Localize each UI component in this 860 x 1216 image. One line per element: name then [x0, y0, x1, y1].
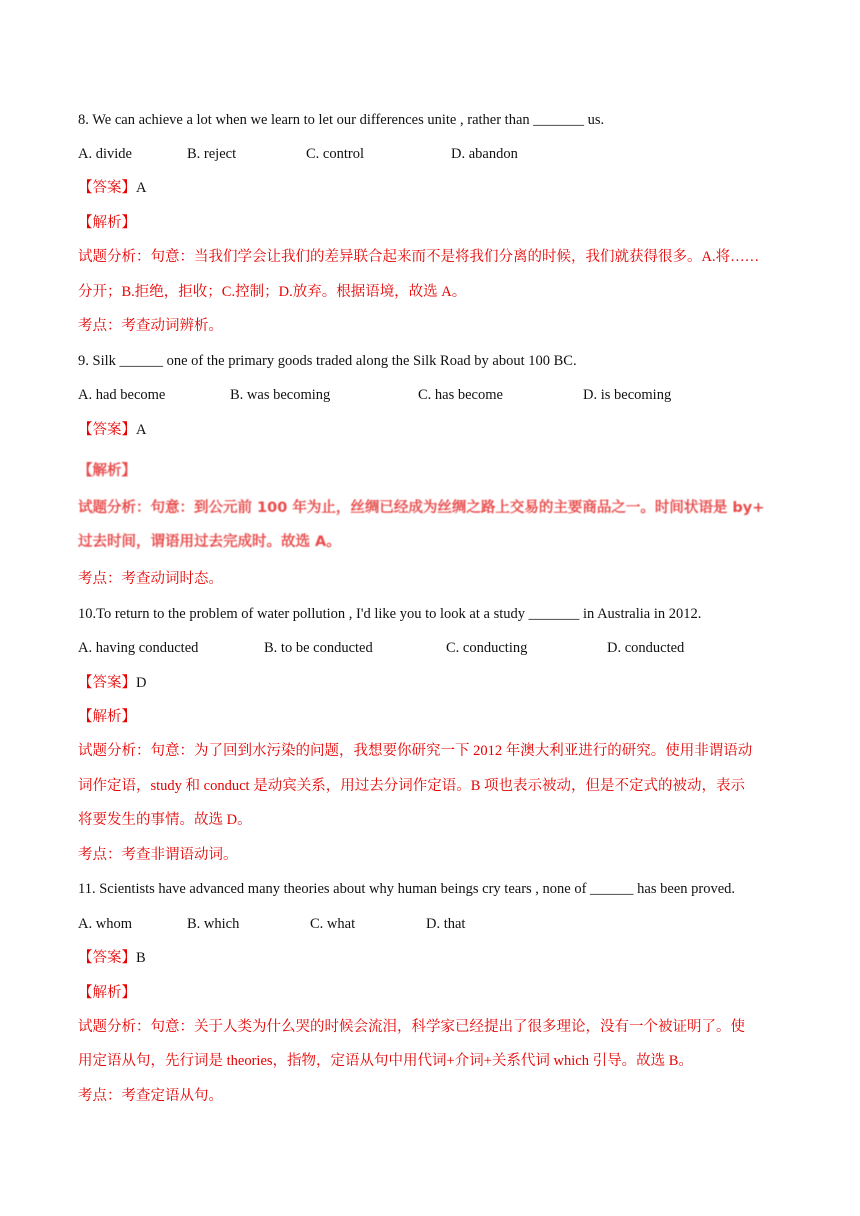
answer-label: 【答案】: [78, 675, 136, 691]
option-c: C. what: [310, 916, 356, 932]
point-8: 考点：考查动词辨析。: [78, 318, 223, 334]
option-b: B. which: [187, 916, 240, 932]
answer-line-8: [78, 178, 146, 198]
answer-line-11: [78, 948, 146, 968]
answer-label: 【答案】: [78, 180, 136, 196]
answer-value: A: [136, 422, 147, 438]
option-a: A. having conducted: [78, 640, 199, 656]
answer-value: D: [136, 675, 147, 691]
question-8-stem: 8. We can achieve a lot when we learn to let our differences unite , rather than _______ us.: [78, 112, 605, 128]
analysis-10-line-1: 试题分析：句意：为了回到水污染的问题，我想要你研究一下 2012 年澳大利亚进行的研究。使用非谓语动: [78, 743, 753, 759]
analysis-9-line-1: 试题分析：句意：到公元前 100 年为止，丝绸已经成为丝绸之路上交易的主要商品之一。时间状语是 by+: [78, 500, 765, 516]
question-9-options: [78, 385, 778, 405]
point-9: 考点：考查动词时态。: [78, 571, 223, 587]
option-d: D. conducted: [607, 640, 685, 656]
option-d: D. that: [426, 916, 466, 932]
option-b: B. was becoming: [230, 387, 331, 403]
option-b: B. to be conducted: [264, 640, 373, 656]
option-c: C. has become: [418, 387, 503, 403]
analysis-label-8: 【解析】: [78, 215, 136, 231]
analysis-8-line-2: 分开；B.拒绝，拒收；C.控制；D.放弃。根据语境，故选 A。: [78, 284, 467, 300]
option-c: C. control: [306, 146, 364, 162]
answer-label: 【答案】: [78, 950, 136, 966]
question-11-options: [78, 914, 778, 934]
point-10: 考点：考查非谓语动词。: [78, 847, 238, 863]
option-c: C. conducting: [446, 640, 528, 656]
answer-line-9: [78, 420, 146, 440]
option-a: A. divide: [78, 146, 132, 162]
question-9-stem: 9. Silk ______ one of the primary goods traded along the Silk Road by about 100 BC.: [78, 353, 577, 369]
analysis-label-9: 【解析】: [78, 463, 136, 479]
point-11: 考点：考查定语从句。: [78, 1088, 223, 1104]
option-b: B. reject: [187, 146, 237, 162]
option-a: A. whom: [78, 916, 132, 932]
analysis-11-line-1: 试题分析：句意：关于人类为什么哭的时候会流泪，科学家已经提出了很多理论，没有一个被证明了。使: [78, 1019, 745, 1035]
question-10-stem: 10.To return to the problem of water pollution , I'd like you to look at a study _______ in Australia in 2012.: [78, 606, 702, 622]
option-d: D. is becoming: [583, 387, 672, 403]
answer-line-10: [78, 673, 146, 693]
question-8-options: [78, 144, 778, 164]
answer-value: A: [136, 180, 147, 196]
question-11-stem: 11. Scientists have advanced many theories about why human beings cry tears , none of ______ has been proved.: [78, 881, 736, 897]
answer-label: 【答案】: [78, 422, 136, 438]
answer-value: B: [136, 950, 146, 966]
analysis-8-line-1: 试题分析：句意：当我们学会让我们的差异联合起来而不是将我们分离的时候，我们就获得很多。A.将……: [78, 249, 760, 265]
option-a: A. had become: [78, 387, 166, 403]
analysis-10-line-2: 词作定语，study 和 conduct 是动宾关系，用过去分词作定语。B 项也表示被动，但是不定式的被动，表示: [78, 778, 745, 794]
analysis-10-line-3: 将要发生的事情。故选 D。: [78, 812, 252, 828]
analysis-9-line-2: 过去时间，谓语用过去完成时。故选 A。: [78, 534, 341, 550]
question-10-options: [78, 638, 778, 658]
analysis-label-10: 【解析】: [78, 709, 136, 725]
analysis-label-11: 【解析】: [78, 985, 136, 1001]
analysis-11-line-2: 用定语从句，先行词是 theories，指物，定语从句中用代词+介词+关系代词 which 引导。故选 B。: [78, 1053, 693, 1069]
option-d: D. abandon: [451, 146, 518, 162]
